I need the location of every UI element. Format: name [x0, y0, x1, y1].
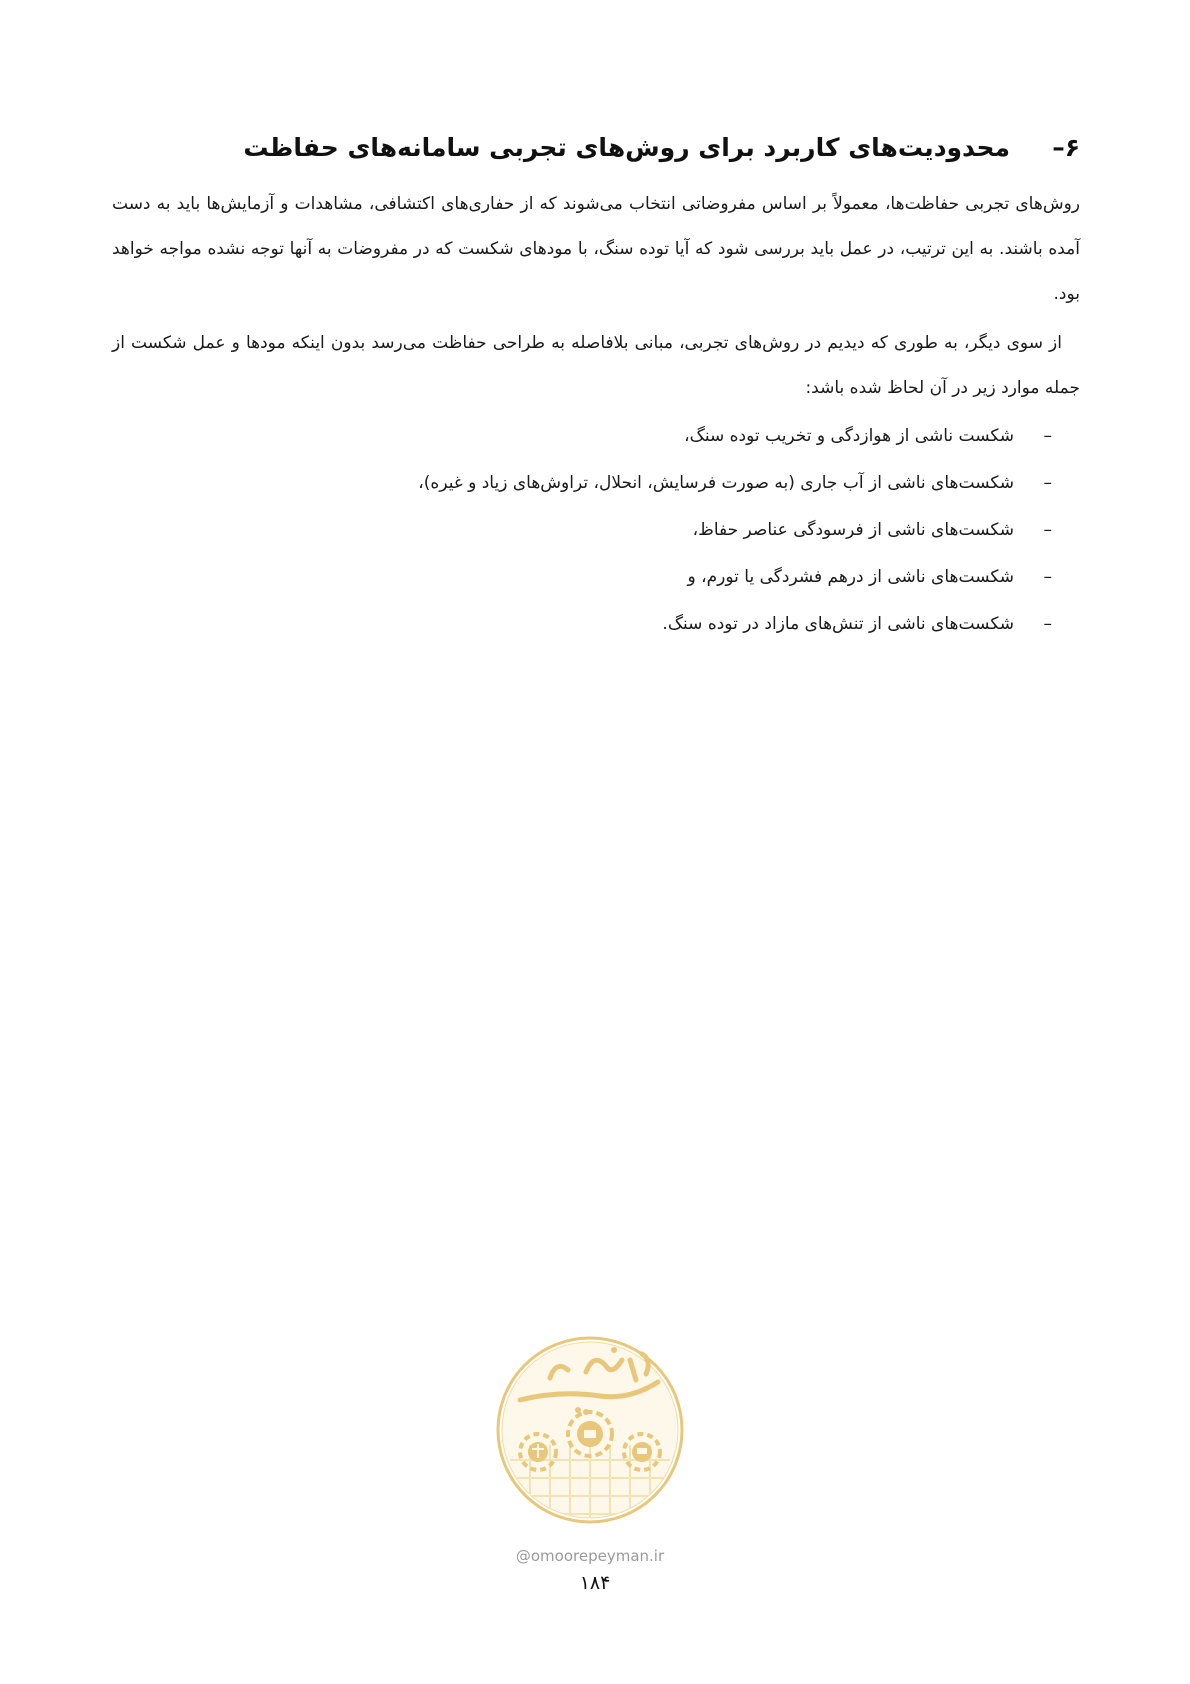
page-content	[112, 128, 1080, 648]
page-number: ۱۸۴	[579, 1572, 611, 1594]
bullet-dash: –	[1043, 520, 1052, 540]
list-item-text: شکست ناشی از هوازدگی و تخریب توده سنگ،	[684, 426, 1014, 446]
list-item	[112, 554, 1052, 601]
failure-modes-list	[112, 413, 1080, 648]
bullet-dash: –	[1043, 567, 1052, 587]
list-item	[112, 507, 1052, 554]
paragraph-2: از سوی دیگر، به طوری که دیدیم در روش‌های تجربی، مبانی بلافاصله به طراحی حفاظت می‌رسد بدون اینکه مودها و عمل شکست از جمله موارد زیر در آن لحاظ شده باشد:	[112, 333, 1080, 398]
list-item-text: شکست‌های ناشی از فرسودگی عناصر حفاظ،	[692, 520, 1014, 540]
list-item	[112, 460, 1052, 507]
section-number: ۶–	[1052, 133, 1080, 162]
list-item-text: شکست‌های ناشی از آب جاری (به صورت فرسایش، انحلال، تراوش‌های زیاد و غیره)،	[418, 473, 1014, 493]
bullet-dash: –	[1043, 426, 1052, 446]
bullet-dash: –	[1043, 473, 1052, 493]
section-title: محدودیت‌های کاربرد برای روش‌های تجربی سامانه‌های حفاظت	[243, 133, 1010, 162]
list-item	[112, 413, 1052, 460]
list-item	[112, 601, 1052, 648]
section-heading	[112, 128, 1080, 168]
list-item-text: شکست‌های ناشی از درهم فشردگی یا تورم، و	[687, 567, 1014, 587]
omoorepeyman-logo-icon	[490, 1330, 690, 1530]
watermark-url: @omoorepeyman.ir	[515, 1547, 665, 1565]
list-item-text: شکست‌های ناشی از تنش‌های مازاد در توده سنگ.	[662, 614, 1014, 634]
bullet-dash: –	[1043, 614, 1052, 634]
paragraph-1: روش‌های تجربی حفاظت‌ها، معمولاً بر اساس مفروضاتی انتخاب می‌شوند که از حفاری‌های اکتشافی، مشاهدات و آزمایش‌ها باید به دست آمده باشند. به این ترتیب، در عمل باید بررسی شود که آیا توده سنگ، با مودهای شکست که در مفروضات به آنها توجه نشده مواجه خواهد بود.	[112, 194, 1080, 304]
